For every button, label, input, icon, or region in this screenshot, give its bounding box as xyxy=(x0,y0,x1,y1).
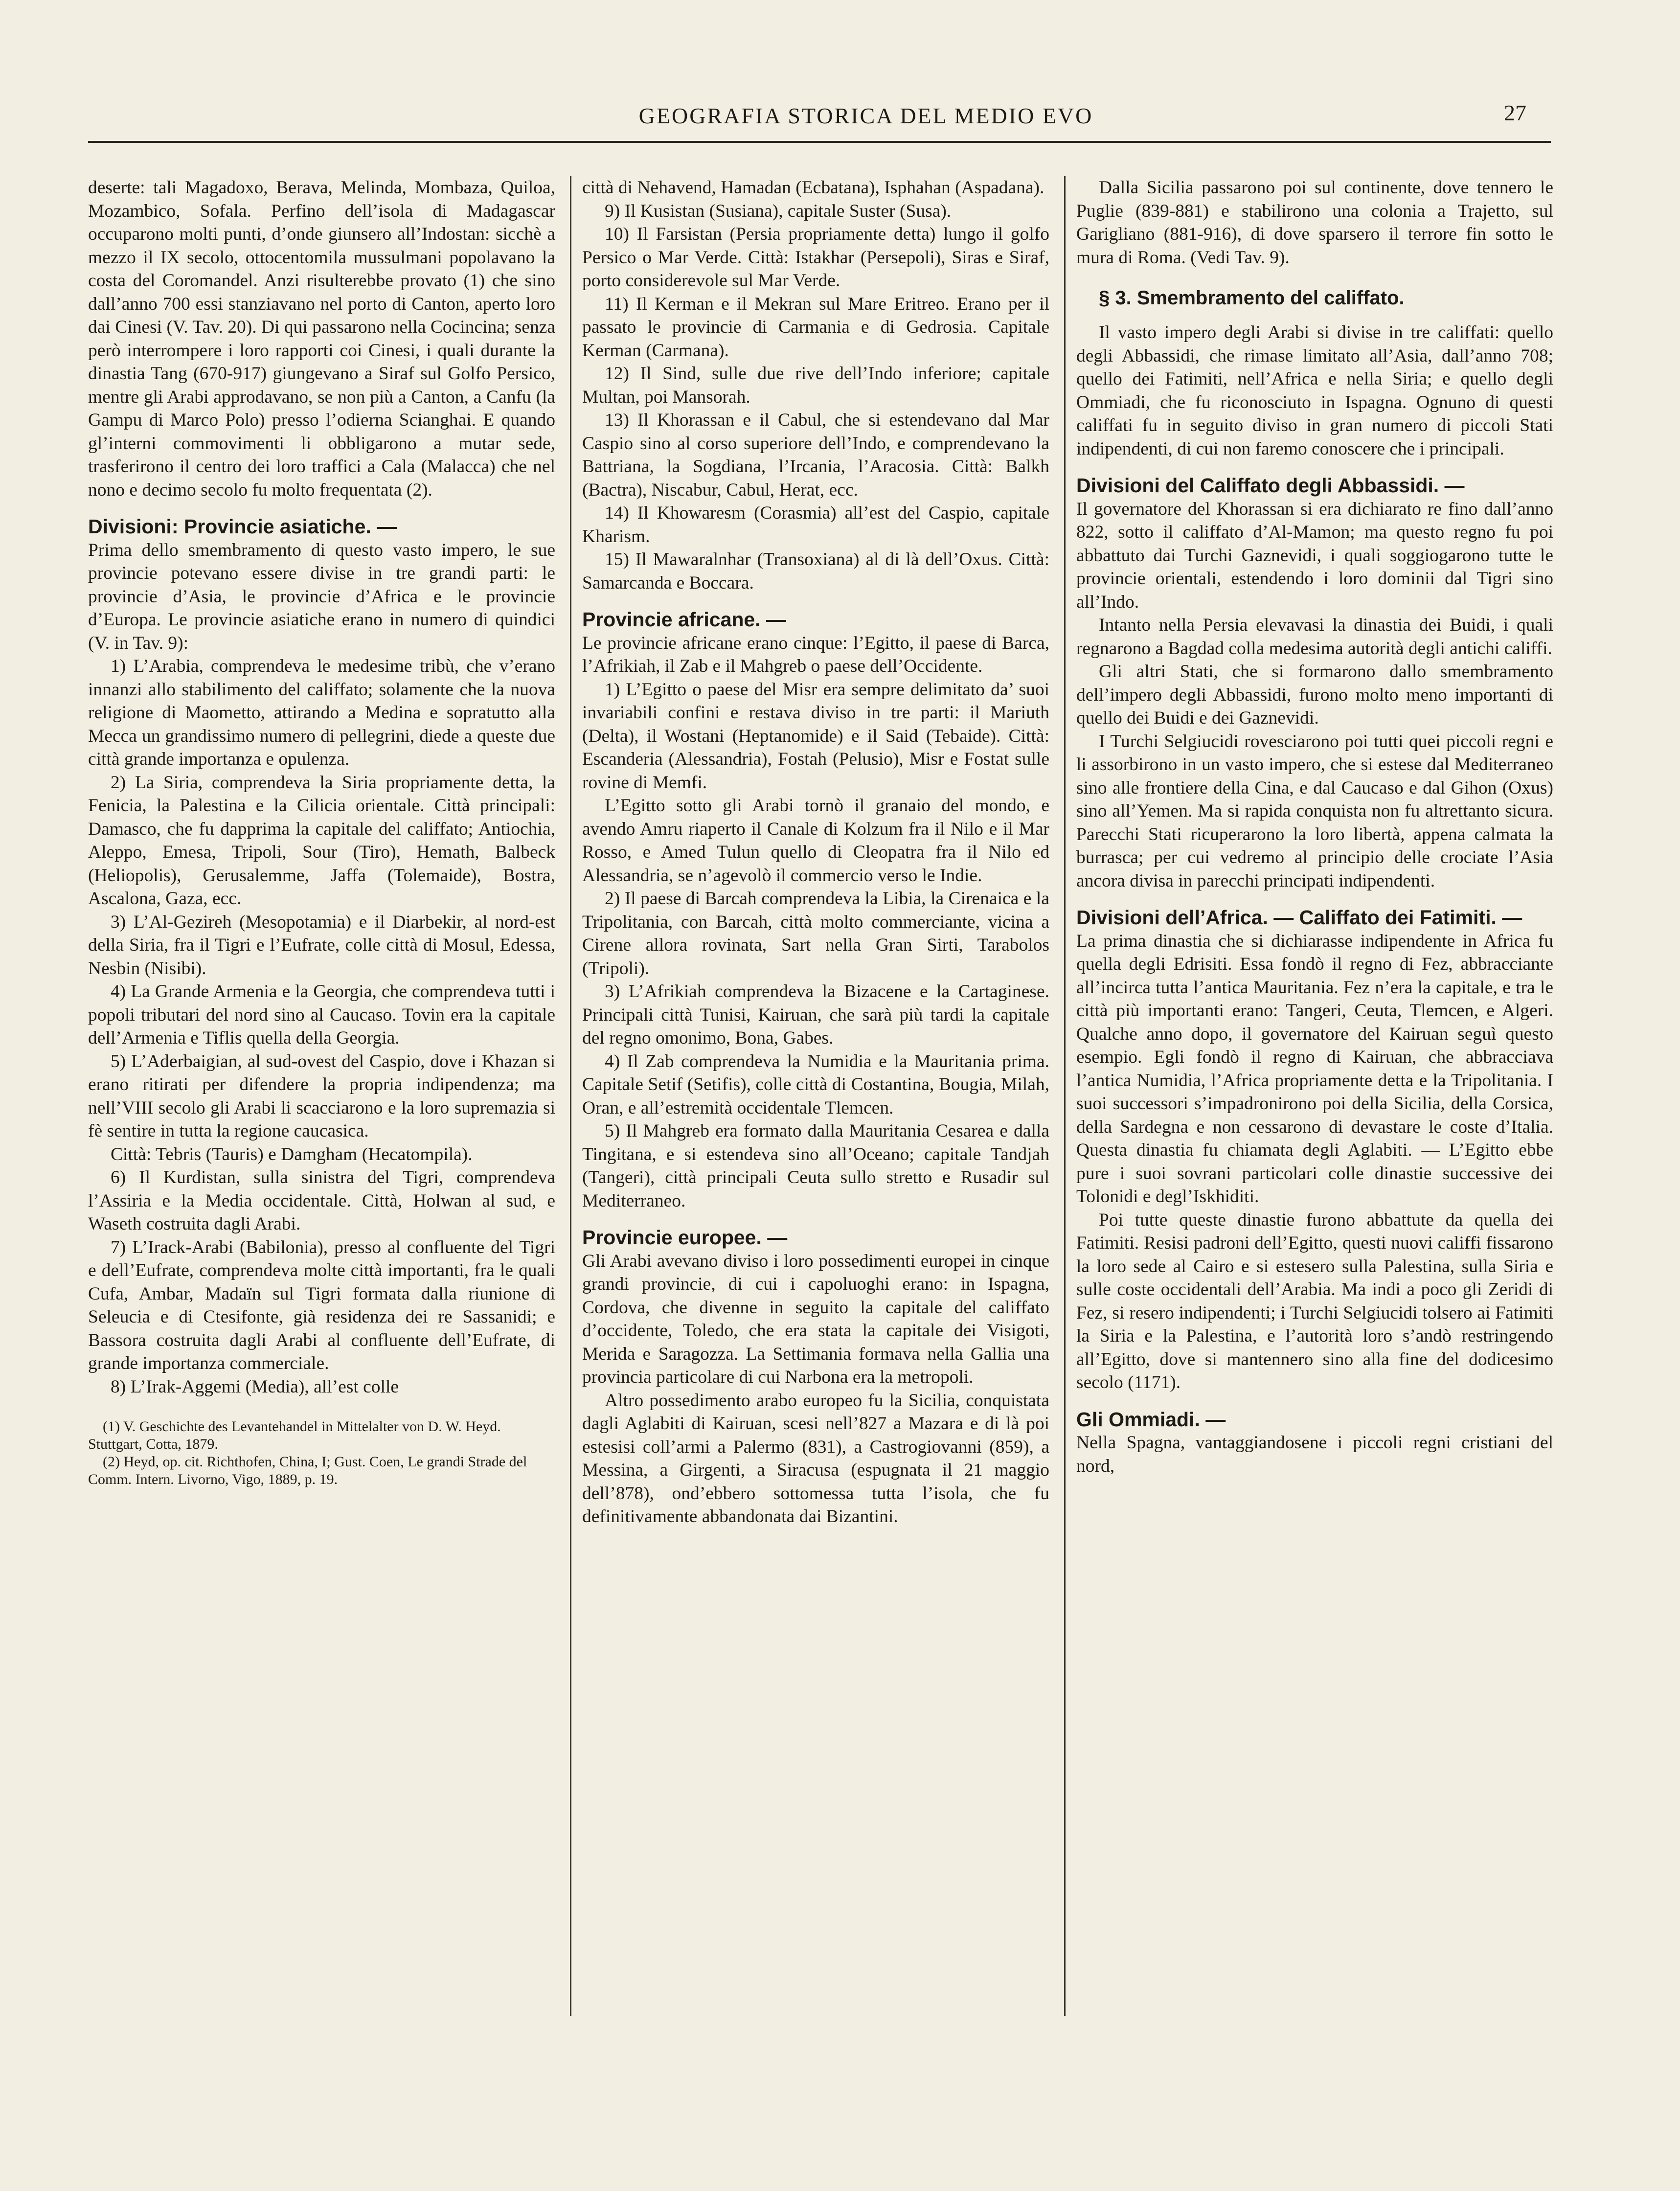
paragraph: Intanto nella Persia elevavasi la dinastia dei Buidi, i quali regnarono a Bagdad colla medesima autorità degli antichi califfi. xyxy=(1076,615,1553,659)
paragraph: 1) L’Egitto o paese del Misr era sempre delimitato da’ suoi invariabili confini e restava diviso in tre parti: il Mariuth (Delta), il Wostani (Heptanomide) e il Said (Tebaide). Città: Escanderia (Alessandria), Fostah (Pelusio), Misr e Fostat sulle rovine di Memfi. xyxy=(582,679,1049,793)
paragraph: 4) Il Zab comprendeva la Numidia e la Mauritania prima. Capitale Setif (Setifis), colle città di Costantina, Bougia, Milah, Oran, e all’estremità occidentale Tlemcen. xyxy=(582,1051,1049,1118)
paragraph: La prima dinastia che si dichiarasse indipendente in Africa fu quella degli Edrisiti. Essa fondò il regno di Fez, abbracciante all’incirca tutta l’antica Mauritania. Fez n’era la capitale, e tra le città più importanti erano: Tangeri, Ceuta, Tlemcen, e Algeri. Qualche anno dopo, il governatore del Kairuan seguì questo esempio. Egli fondò il regno di Kairuan, che abbracciava l’antica Numidia, l’Africa propriamente detta e la Tripolitania. I suoi successori s’impadronirono poi della Sicilia, della Corsica, della Sardegna e non cessarono di devastare le coste d’Italia. Questa dinastia fu chiamata degli Aglabiti. — L’Egitto ebbe pure i suoi sovrani particolari colle dinastie successive dei Tolonidi e degl’Iskhiditi. xyxy=(1076,931,1553,1207)
paragraph: 13) Il Khorassan e il Cabul, che si estendevano dal Mar Caspio sino al corso superiore dell’Indo, e comprendevano la Battriana, la Sogdiana, l’Ircania, l’Aracosia. Città: Balkh (Bactra), Niscabur, Cabul, Herat, ecc. xyxy=(582,410,1049,500)
paragraph: L’Egitto sotto gli Arabi tornò il granaio del mondo, e avendo Amru riaperto il Canale di Kolzum fra il Nilo e il Mar Rosso, e Amed Tulun quello di Cleopatra fra il Nilo ed Alessandria, se n’agevolò il commercio verso le Indie. xyxy=(582,796,1049,886)
running-title: GEOGRAFIA STORICA DEL MEDIO EVO xyxy=(638,103,1093,128)
column-divider xyxy=(570,176,571,2016)
section-heading: Provincie africane. — xyxy=(582,608,787,631)
paragraph: Il vasto impero degli Arabi si divise in tre califfati: quello degli Abbassidi, che rimase limitato all’Asia, dall’anno 708; quello dei Fatimiti, nell’Africa e nella Siria; e quello degli Ommiadi, che fu riconosciuto in Ispagna. Ognuno di questi califfati fu in seguito diviso in gran numero di piccoli Stati indipendenti, di cui non faremo conoscere che i principali. xyxy=(1076,322,1553,459)
section-heading: Divisioni: Provincie asiatiche. — xyxy=(88,515,397,538)
section-heading: Divisioni del Califfato degli Abbassidi. — xyxy=(1076,474,1465,497)
paragraph: 3) L’Al-Gezireh (Mesopotamia) e il Diarbekir, al nord-est della Siria, fra il Tigri e l’Eufrate, colle città di Mosul, Edessa, Nesbin (Nisibi). xyxy=(88,912,555,979)
paragraph: Dalla Sicilia passarono poi sul continente, dove tennero le Puglie (839-881) e stabilirono una colonia a Trajetto, sul Garigliano (881-916), di dove sparsero il terrore fin sotto le mura di Roma. (Vedi Tav. 9). xyxy=(1076,178,1553,268)
paragraph: Il governatore del Khorassan si era dichiarato re fino dall’anno 822, sotto il califfato d’Al-Mamon; ma questo regno fu poi abbattuto dai Turchi Gaznevidi, i quali soggiogarono tutte le provincie orientali, estendendo i loro dominii dal Tigri sino all’Indo. xyxy=(1076,499,1553,612)
section-heading: Provincie europee. — xyxy=(582,1226,788,1249)
paragraph: 10) Il Farsistan (Persia propriamente detta) lungo il golfo Persico o Mar Verde. Città: Istakhar (Persepoli), Siras e Siraf, porto considerevole sul Mar Verde. xyxy=(582,224,1049,291)
page-header xyxy=(88,93,1556,137)
paragraph: 3) L’Afrikiah comprendeva la Bizacene e la Cartaginese. Principali città Tunisi, Kairuan, che sarà più tardi la capitale del regno omonimo, Bona, Gabes. xyxy=(582,981,1049,1048)
paragraph: Città: Tebris (Tauris) e Damgham (Hecatompila). xyxy=(111,1144,473,1164)
paragraph: 9) Il Kusistan (Susiana), capitale Suster (Susa). xyxy=(605,201,952,221)
paragraph: 8) L’Irak-Aggemi (Media), all’est colle xyxy=(111,1376,399,1397)
paragraph: I Turchi Selgiucidi rovesciarono poi tutti quei piccoli regni e li assorbirono in un vasto impero, che si estese dal Mediterraneo sino alle frontiere della Cina, e dal Caucaso e dal Gihon (Oxus) sino all’Yemen. Ma si rapida conquista non fu altrettanto sicura. Parecchi Stati ricuperarono la loro libertà, appena calmata la burrasca; per cui vedremo al principio delle crociate l’Asia ancora divisa in parecchi principati indipendenti. xyxy=(1076,731,1553,891)
column-right xyxy=(1076,176,1553,1478)
chapter-section-title: § 3. Smembramento del califfato. xyxy=(1099,287,1405,309)
section-heading: Gli Ommiadi. — xyxy=(1076,1408,1226,1431)
header-rule xyxy=(88,141,1551,143)
paragraph: Altro possedimento arabo europeo fu la Sicilia, conquistata dagli Aglabiti di Kairuan, scesi nell’827 a Mazara e di là poi estesisi coll’armi a Palermo (831), a Castrogiovanni (859), a Messina, a Girgenti, a Siracusa (espugnata il 21 maggio dell’878), ond’ebbero sottomessa tutta l’isola, che fu definitivamente abbandonata dai Bizantini. xyxy=(582,1390,1049,1527)
paragraph: 2) Il paese di Barcah comprendeva la Libia, la Cirenaica e la Tripolitania, con Barcah, città molto commerciante, vicina a Cirene allora rovinata, Sart nella Gran Sirti, Tarabolos (Tripoli). xyxy=(582,889,1049,979)
paragraph: Gli altri Stati, che si formarono dallo smembramento dell’impero degli Abbassidi, furono molto meno importanti di quello dei Buidi e dei Gaznevidi. xyxy=(1076,662,1553,728)
paragraph: Prima dello smembramento di questo vasto impero, le sue provincie potevano essere divise in tre grandi parti: le provincie d’Asia, le provincie d’Africa e le provincie d’Europa. Le provincie asiatiche erano in numero di quindici (V. in Tav. 9): xyxy=(88,540,555,653)
paragraph: Gli Arabi avevano diviso i loro possedimenti europei in cinque grandi provincie, di cui i capoluoghi erano: in Ispagna, Cordova, che divenne in seguito la capitale del califfato d’occidente, Toledo, che era stata la capitale dei Visigoti, Merida e Saragozza. La Settimania formava nella Gallia una provincia particolare di cui Narbona era la metropoli. xyxy=(582,1251,1049,1387)
paragraph: 6) Il Kurdistan, sulla sinistra del Tigri, comprendeva l’Assiria e la Media occidentale. Città, Holwan al sud, e Waseth costruita dagli Arabi. xyxy=(88,1167,555,1234)
paragraph: 2) La Siria, comprendeva la Siria propriamente detta, la Fenicia, la Palestina e la Cilicia orientale. Città principali: Damasco, che fu dapprima la capitale del califfato; Antiochia, Aleppo, Emesa, Tripoli, Sour (Tiro), Hemath, Balbeck (Heliopolis), Gerusalemme, Jaffa (Tolemaide), Bostra, Ascalona, Gaza, ecc. xyxy=(88,772,555,909)
footnote: (1) V. Geschichte des Levantehandel in Mittelalter von D. W. Heyd. Stuttgart, Cotta, 1879. xyxy=(88,1418,501,1452)
paragraph: 12) Il Sind, sulle due rive dell’Indo inferiore; capitale Multan, poi Mansorah. xyxy=(582,364,1049,407)
paragraph: città di Nehavend, Hamadan (Ecbatana), Isphahan (Aspadana). xyxy=(582,178,1044,198)
paragraph: 4) La Grande Armenia e la Georgia, che comprendeva tutti i popoli tributari del nord sino al Caucaso. Tovin era la capitale dell’Armenia e Tiflis quella della Georgia. xyxy=(88,981,555,1048)
paragraph: Le provincie africane erano cinque: l’Egitto, il paese di Barca, l’Afrikiah, il Zab e il Mahgreb o paese dell’Occidente. xyxy=(582,633,1049,676)
page-number: 27 xyxy=(1504,100,1526,125)
footnote: (2) Heyd, op. cit. Richthofen, China, I; Gust. Coen, Le grandi Strade del Comm. Intern. Livorno, Vigo, 1889, p. 19. xyxy=(88,1454,527,1487)
paragraph: 15) Il Mawaralnhar (Transoxiana) al di là dell’Oxus. Città: Samarcanda e Boccara. xyxy=(582,549,1049,593)
column-left xyxy=(88,176,555,1488)
paragraph: 5) Il Mahgreb era formato dalla Mauritania Cesarea e dalla Tingitana, e si estendeva sino all’Oceano; capitale Tandjah (Tangeri), città principali Ceuta sullo stretto e Rusadir sul Mediterraneo. xyxy=(582,1121,1049,1211)
paragraph: Nella Spagna, vantaggiandosene i piccoli regni cristiani del nord, xyxy=(1076,1433,1553,1476)
paragraph: deserte: tali Magadoxo, Berava, Melinda, Mombaza, Quiloa, Mozambico, Sofala. Perfino dell’isola di Madagascar occuparono molti punti, d’onde giunsero all’Indostan: sicchè a mezzo il IX secolo, ottocentomila mussulmani popolavano la costa del Coromandel. Anzi risulterebbe provato (1) che sino dall’anno 700 essi stanziavano nel porto di Canton, aperto loro dai Cinesi (V. Tav. 20). Di qui passarono nella Cocincina; senza però interrompere i loro rapporti coi Cinesi, i quali durante la dinastia Tang (670-917) giungevano a Siraf sul Golfo Persico, mentre gli Arabi approdavano, se non più a Canton, a Canfu (la Gampu di Marco Polo) presso l’odierna Scianghai. E quando gl’interni commovimenti li obbligarono a mutar sede, trasferirono il centro dei loro traffici a Cala (Malacca) che nel nono e decimo secolo fu molto frequentata (2). xyxy=(88,178,555,500)
column-middle xyxy=(582,176,1049,1529)
section-heading: Divisioni dell’Africa. — Califfato dei Fatimiti. — xyxy=(1076,906,1522,929)
paragraph: 7) L’Irack-Arabi (Babilonia), presso al confluente del Tigri e dell’Eufrate, comprendeva molte città importanti, fra le quali Cufa, Ambar, Madaïn sul Tigri formata dalla riunione di Seleucia e di Ctesifonte, già residenza dei re Sassanidi; e Bassora costruita dagli Arabi al confluente dell’Eufrate, di grande importanza commerciale. xyxy=(88,1237,555,1373)
paragraph: Poi tutte queste dinastie furono abbattute da quella dei Fatimiti. Resisi padroni dell’Egitto, questi nuovi califfi fissarono la loro sede al Cairo e si estesero sulla Palestina, sulla Siria e sulle coste occidentali dell’Arabia. Ma indi a poco gli Zeridi di Fez, si resero indipendenti; i Turchi Selgiucidi tolsero ai Fatimiti la Siria e la Palestina, e l’autorità loro s’andò restringendo all’Egitto, dove si mantennero sino alla fine del dodicesimo secolo (1171). xyxy=(1076,1210,1553,1392)
footnotes xyxy=(88,1418,555,1488)
paragraph: 14) Il Khowaresm (Corasmia) all’est del Caspio, capitale Kharism. xyxy=(582,503,1049,547)
column-divider xyxy=(1064,176,1066,2016)
paragraph: 1) L’Arabia, comprendeva le medesime tribù, che v’erano innanzi allo stabilimento del califfato; solamente che la nuova religione di Maometto, attirando a Medina e sopratutto alla Mecca un grandissimo numero di pellegrini, diede a queste due città grande importanza e opulenza. xyxy=(88,656,555,769)
paragraph: 11) Il Kerman e il Mekran sul Mare Eritreo. Erano per il passato le provincie di Carmania e di Gedrosia. Capitale Kerman (Carmana). xyxy=(582,294,1049,361)
paragraph: 5) L’Aderbaigian, al sud-ovest del Caspio, dove i Khazan si erano ritirati per difendere la propria indipendenza; ma nell’VIII secolo gli Arabi li scacciarono e la loro supremazia si fè sentire in tutta la regione caucasica. xyxy=(88,1051,555,1141)
